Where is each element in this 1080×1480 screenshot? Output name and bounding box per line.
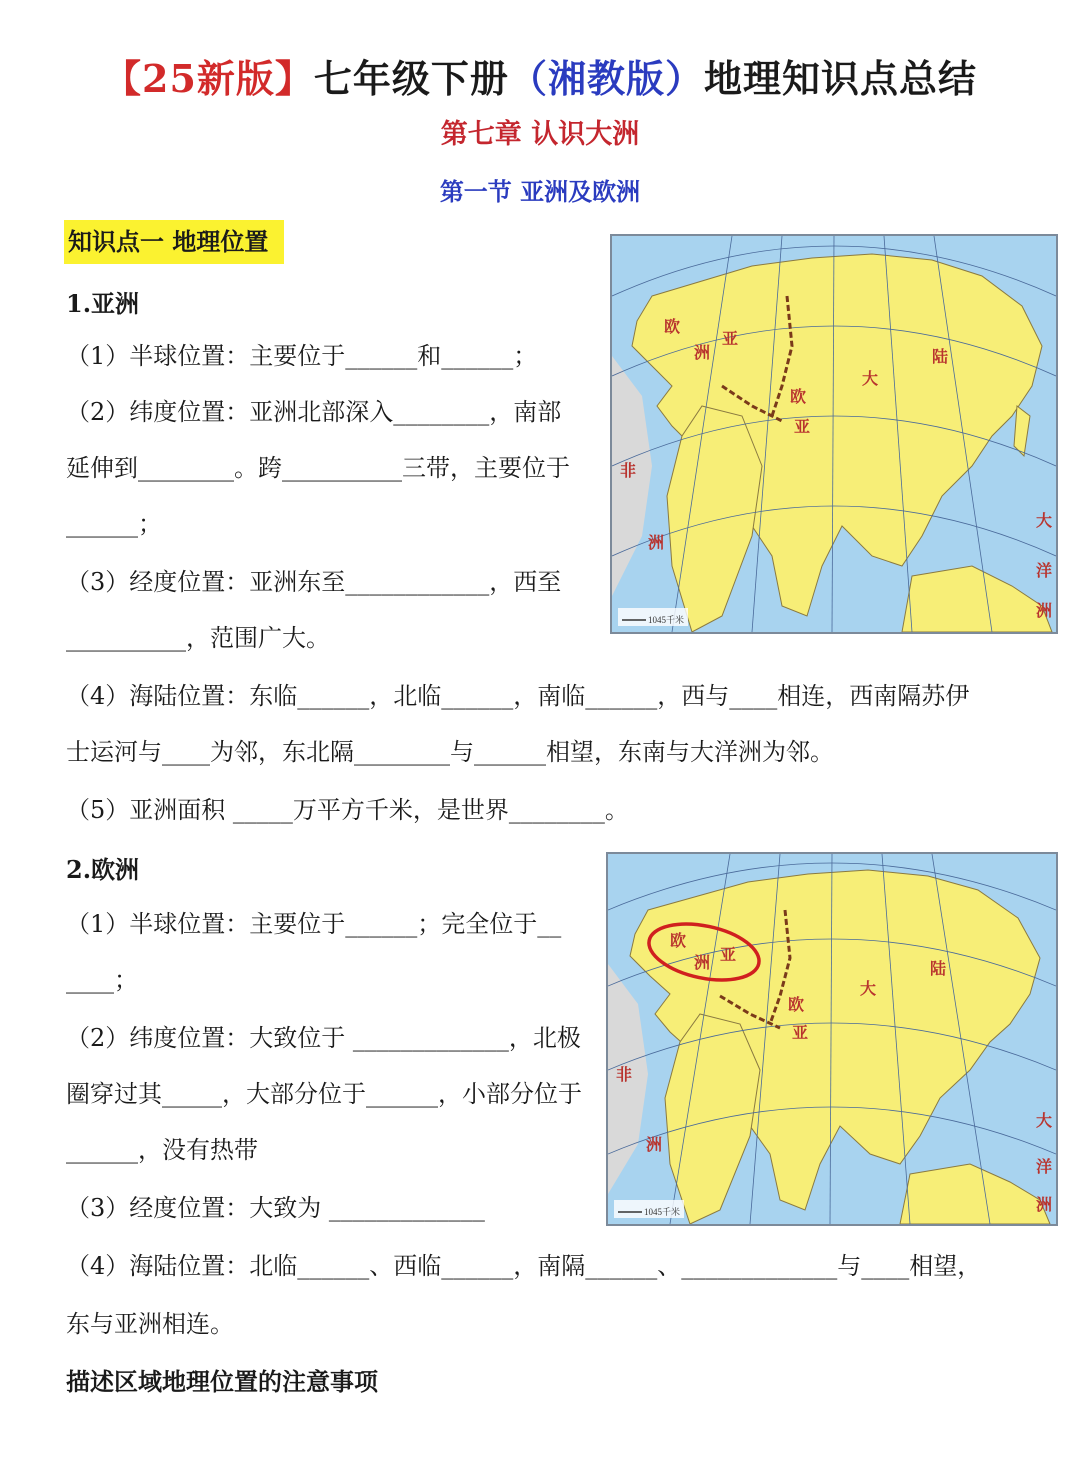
asia-line-9: （5）亚洲面积 _____万平方千米，是世界________。 [66, 796, 629, 824]
map1-label-da2: 大 [1036, 513, 1053, 530]
title-tag: 【25新版】 [103, 56, 314, 101]
map2-label-yang: 洋 [1036, 1159, 1053, 1176]
map2-label-zhou3: 洲 [1036, 1197, 1053, 1214]
map1-label-zhou: 洲 [694, 345, 711, 362]
map2-scale: 1045千米 [644, 1207, 681, 1217]
map2-label-da2: 大 [1036, 1113, 1053, 1130]
map2-label-lu: 陆 [930, 961, 947, 978]
title-main-2: 地理知识点总结 [703, 56, 977, 101]
europe-line-6: （3）经度位置：大致为 _____________ [66, 1194, 485, 1222]
europe-map-graphic [608, 854, 1056, 1224]
section-heading: 第一节 亚洲及欧洲 [439, 177, 641, 206]
europe-line-5: ______，没有热带 [66, 1136, 258, 1164]
chapter-heading: 第七章 认识大洲 [440, 119, 640, 150]
title-publisher: （湘教版） [508, 56, 704, 101]
asia-line-1: （1）半球位置：主要位于______和______； [66, 342, 538, 370]
map1-label-fei: 非 [620, 463, 637, 480]
map1-label-lu: 陆 [932, 349, 949, 366]
asia-heading: 1.亚洲 [66, 289, 140, 318]
europe-line-7: （4）海陆位置：北临______、西临______，南隔______、_____________与____相望， [66, 1252, 982, 1280]
europe-heading: 2.欧洲 [66, 855, 140, 884]
notes-heading: 描述区域地理位置的注意事项 [66, 1367, 378, 1396]
asia-line-2: （2）纬度位置：亚洲北部深入________，南部 [66, 398, 562, 426]
map1-label-zhou2: 洲 [648, 535, 665, 552]
map1-label-ou2: 欧 [790, 389, 807, 406]
europe-line-3: （2）纬度位置：大致位于 _____________，北极 [66, 1024, 581, 1052]
map1-scale: 1045千米 [648, 615, 685, 625]
map2-label-ou: 欧 [670, 933, 687, 950]
map2-label-da: 大 [860, 981, 877, 998]
map1-label-ya: 亚 [722, 331, 739, 348]
map1-label-yang: 洋 [1036, 563, 1053, 580]
asia-line-3: 延伸到________。跨__________三带，主要位于 [66, 454, 570, 482]
asia-map [610, 234, 1058, 634]
europe-line-2: ____； [66, 966, 138, 994]
asia-line-8: 士运河与____为邻，东北隔________与______相望，东南与大洋洲为邻。 [66, 738, 834, 766]
europe-map [606, 852, 1058, 1226]
asia-line-6: __________，范围广大。 [66, 624, 330, 652]
map2-label-zhou2: 洲 [646, 1137, 663, 1154]
title-main-1: 七年级下册 [313, 56, 509, 101]
map2-label-fei: 非 [616, 1067, 633, 1084]
asia-map-graphic [612, 236, 1056, 632]
asia-line-4: ______； [66, 510, 162, 538]
asia-line-5: （3）经度位置：亚洲东至____________，西至 [66, 568, 562, 596]
europe-line-4: 圈穿过其_____，大部分位于______，小部分位于 [66, 1080, 582, 1108]
map1-label-ya2: 亚 [794, 419, 811, 436]
map2-label-ya2: 亚 [792, 1025, 809, 1042]
knowledge-point-heading: 知识点一 地理位置 [64, 220, 284, 264]
document-title [0, 48, 1080, 103]
map1-label-da: 大 [862, 371, 879, 388]
map2-label-ya: 亚 [720, 947, 737, 964]
map1-label-ou: 欧 [664, 319, 681, 336]
map2-label-zhou: 洲 [694, 955, 711, 972]
europe-line-1: （1）半球位置：主要位于______；完全位于__ [66, 910, 562, 938]
map2-label-ou2: 欧 [788, 997, 805, 1014]
asia-line-7: （4）海陆位置：东临______，北临______，南临______，西与____相连，西南隔苏伊 [66, 682, 970, 710]
europe-line-8: 东与亚洲相连。 [66, 1310, 234, 1338]
map1-label-zhou3: 洲 [1036, 603, 1053, 620]
